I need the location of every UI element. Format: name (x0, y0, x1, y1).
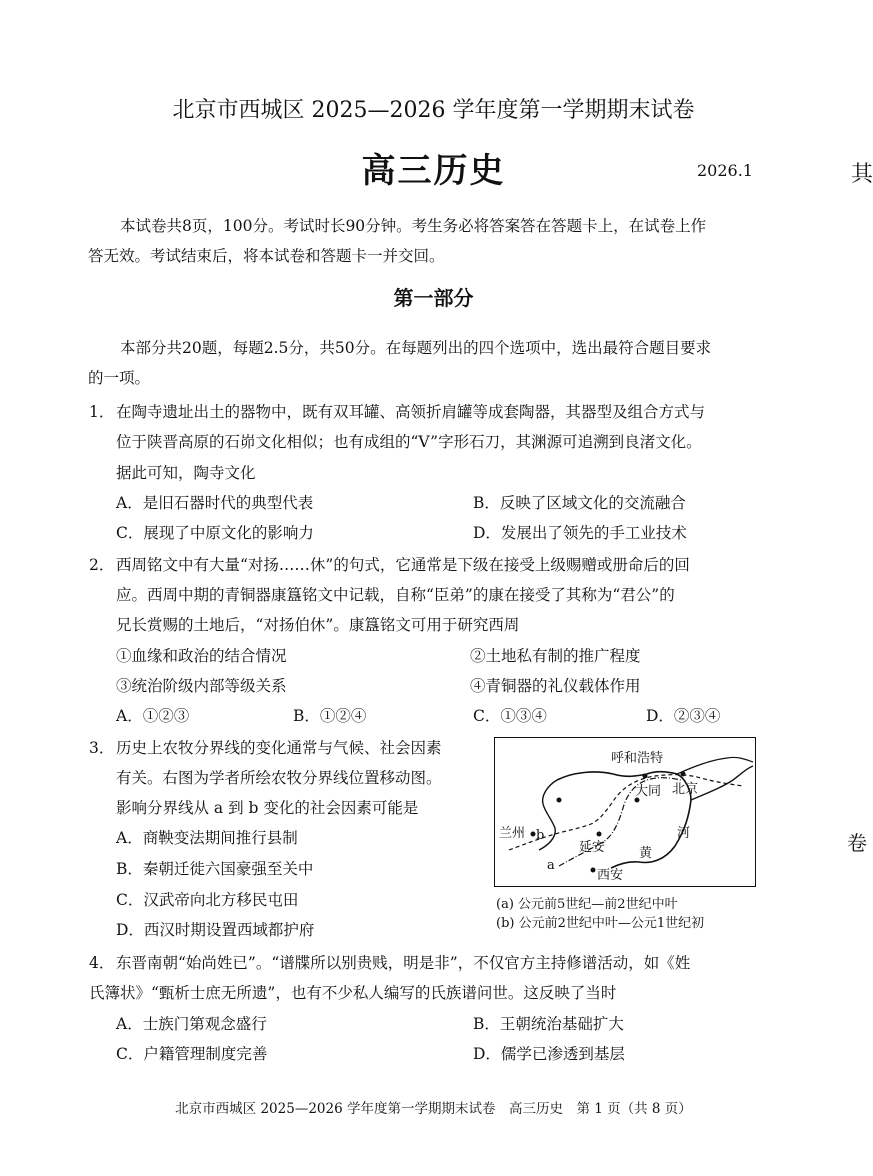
instructions-line-1: 本试卷共8页，100分。考试时长90分钟。考生务必将答案答在答题卡上，在试卷上作 (120, 217, 707, 235)
question-text-line: 应。西周中期的青铜器康簋铭文中记载，自称“臣弟”的康在接受了其称为“君公”的 (116, 586, 675, 604)
city-dot-beijing (681, 772, 686, 777)
boundary-a-line (559, 778, 681, 866)
part-title: 第一部分 (393, 286, 474, 310)
map-label-a: a (547, 858, 555, 873)
option-d[interactable]: D．儒学已渗透到基层 (473, 1045, 625, 1063)
question-text-line: 西周铭文中有大量“对扬……休”的句式，它通常是下级在接受上级赐赠或册命后的回 (116, 556, 690, 574)
map-label-river-he: 河 (677, 826, 691, 841)
question-text-line: 位于陕晋高原的石峁文化相似；也有成组的“V”字形石刀，其渊源可追溯到良渚文化。 (116, 433, 702, 451)
option-d[interactable]: D．发展出了领先的手工业技术 (473, 524, 687, 542)
map-caption-b: (b) 公元前2世纪中叶—公元1世纪初 (496, 916, 705, 931)
option-a[interactable]: A．①②③ (116, 707, 190, 725)
subject-title: 高三历史 (361, 151, 506, 191)
map-label-beijing: 北京 (672, 782, 699, 797)
city-dot-lanzhou (531, 832, 536, 837)
edge-char-mid: 卷 (847, 831, 867, 855)
yellow-river-line (557, 772, 691, 868)
question-text-line: 历史上农牧分界线的变化通常与气候、社会因素 (116, 739, 442, 757)
option-b[interactable]: B．王朝统治基础扩大 (473, 1015, 624, 1033)
option-b[interactable]: B．秦朝迁徙六国豪强至关中 (116, 860, 314, 878)
boundary-map (494, 737, 756, 887)
map-label-datong: 大同 (635, 784, 662, 799)
question-number: 1． (89, 403, 115, 421)
option-a[interactable]: A．商鞅变法期间推行县制 (116, 829, 298, 847)
exam-date: 2026.1 (697, 161, 753, 180)
question-text-line: 影响分界线从 a 到 b 变化的社会因素可能是 (116, 799, 419, 817)
question-text-line: 据此可知，陶寺文化 (116, 464, 256, 482)
option-c[interactable]: C．展现了中原文化的影响力 (116, 524, 314, 542)
option-a[interactable]: A．是旧石器时代的典型代表 (116, 494, 314, 512)
river-branch-east (691, 766, 753, 800)
option-d[interactable]: D．②③④ (646, 707, 721, 725)
map-label-xian: 西安 (597, 868, 624, 883)
map-label-hohhot: 呼和浩特 (611, 751, 664, 766)
statement-4: ④青铜器的礼仪载体作用 (470, 677, 641, 695)
part-description-line-1: 本部分共20题，每题2.5分，共50分。在每题列出的四个选项中，选出最符合题目要求 (120, 339, 712, 357)
question-number: 2． (89, 556, 115, 574)
statement-3: ③统治阶级内部等级关系 (116, 677, 287, 695)
statement-1: ①血缘和政治的结合情况 (116, 647, 287, 665)
exam-title: 北京市西城区 2025—2026 学年度第一学期期末试卷 (172, 98, 695, 123)
option-b[interactable]: B．反映了区域文化的交流融合 (473, 494, 686, 512)
edge-char-top: 其 (851, 162, 873, 187)
map-label-river-huang: 黄 (639, 846, 653, 861)
option-b[interactable]: B．①②④ (293, 707, 367, 725)
question-text-line: 兄长赏赐的土地后，“对扬伯休”。康簋铭文可用于研究西周 (116, 616, 520, 634)
city-dot-hohhot (643, 774, 648, 779)
question-text-line: 东晋南朝“始尚姓已”。“谱牒所以别贵贱，明是非”，不仅官方主持修谱活动，如《姓 (116, 954, 691, 972)
question-text-line: 有关。右图为学者所绘农牧分界线位置移动图。 (116, 769, 442, 787)
option-c[interactable]: C．户籍管理制度完善 (116, 1045, 268, 1063)
question-number: 3． (89, 739, 115, 757)
coast-line (677, 757, 753, 774)
city-dot-west (557, 798, 562, 803)
map-label-lanzhou: 兰州 (499, 826, 526, 841)
option-c[interactable]: C．汉武帝向北方移民屯田 (116, 891, 299, 909)
city-dot-xian (591, 868, 596, 873)
question-text-line: 氏簿状》“甄析士庶无所遗”，也有不少私人编写的氏族谱问世。这反映了当时 (89, 984, 617, 1002)
instructions-line-2: 答无效。考试结束后，将本试卷和答题卡一并交回。 (88, 247, 445, 265)
option-a[interactable]: A．士族门第观念盛行 (116, 1015, 267, 1033)
page-footer: 北京市西城区 2025—2026 学年度第一学期期末试卷 高三历史 第 1 页（共 8 页） (175, 1101, 692, 1117)
option-d[interactable]: D．西汉时期设置西域都护府 (116, 921, 315, 939)
map-label-yanan: 延安 (579, 840, 606, 855)
statement-2: ②土地私有制的推广程度 (470, 647, 641, 665)
question-text-line: 在陶寺遗址出土的器物中，既有双耳罐、高领折肩罐等成套陶器，其器型及组合方式与 (116, 403, 706, 421)
option-c[interactable]: C．①③④ (473, 707, 547, 725)
map-caption-a: (a) 公元前5世纪—前2世纪中叶 (496, 897, 678, 912)
part-description-line-2: 的一项。 (88, 369, 151, 387)
question-number: 4． (89, 954, 115, 972)
map-label-b: b (536, 828, 545, 843)
